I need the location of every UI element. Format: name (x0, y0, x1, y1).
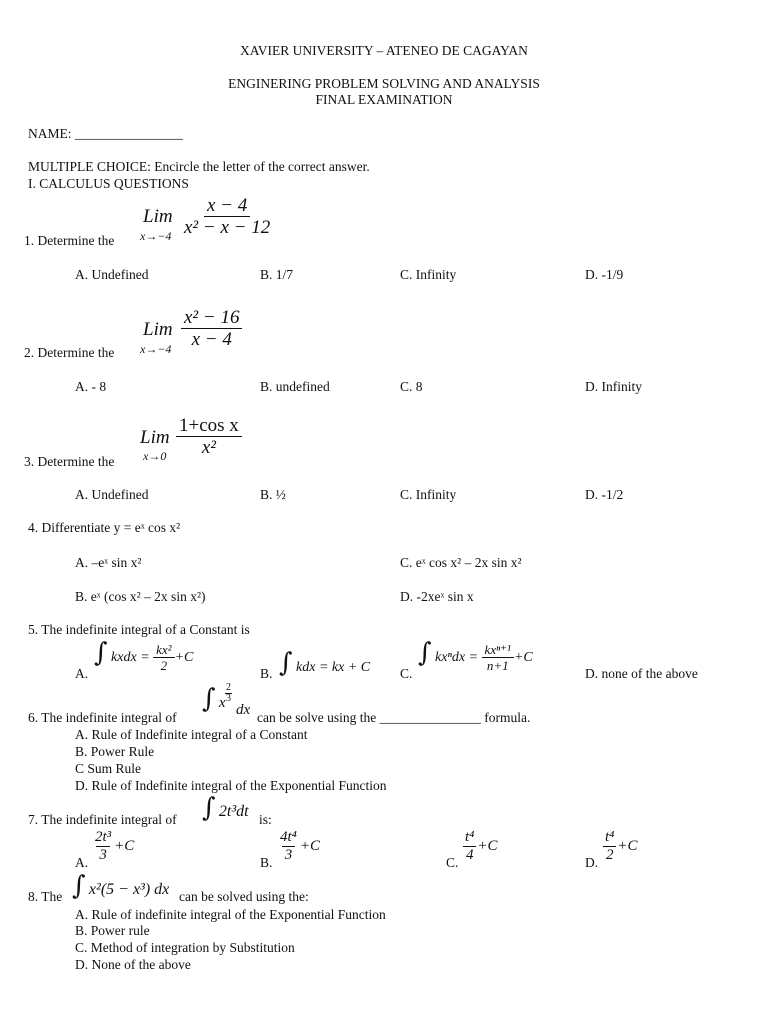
integral-icon: ∫ (94, 638, 108, 668)
q7-a-den: 3 (96, 846, 110, 863)
q5-letter-a[interactable]: A. (75, 666, 89, 681)
q4-stem: 4. Differentiate y = eˣ cos x² (28, 520, 181, 535)
q1-option-a[interactable]: A. Undefined (75, 267, 149, 282)
q4-option-a[interactable]: A. –eˣ sin x² (75, 555, 142, 570)
q5-option-b[interactable] (279, 650, 370, 676)
q7-option-a[interactable] (92, 830, 134, 863)
q7-d-den: 2 (603, 846, 617, 863)
q5-a-num: kx² (153, 643, 174, 658)
integral-icon: ∫ (418, 638, 432, 668)
q7-b-tail: +C (299, 837, 321, 854)
q5-letter-c[interactable]: C. (400, 666, 413, 681)
q7-letter-d[interactable]: D. (585, 855, 599, 870)
q5-a-tail: +C (174, 650, 194, 665)
q6-integral-expr (202, 686, 226, 712)
q5-a-expr: kxdx = (111, 650, 150, 665)
q6-exp-num: 2 (226, 682, 231, 693)
instructions: MULTIPLE CHOICE: Encircle the letter of the correct answer. (28, 159, 370, 174)
q3-lim: Lim (140, 427, 170, 448)
q2-option-c[interactable]: C. 8 (400, 379, 423, 394)
q6-stem-left: 6. The indefinite integral of (28, 710, 177, 725)
q7-letter-c[interactable]: C. (446, 855, 459, 870)
q3-option-c[interactable]: C. Infinity (400, 487, 457, 502)
q7-letter-b[interactable]: B. (260, 855, 273, 870)
q7-a-tail: +C (114, 837, 135, 854)
q5-c-den: n+1 (486, 658, 509, 674)
q8-option-b[interactable]: B. Power rule (75, 923, 150, 938)
q3-label: 3. Determine the (24, 454, 115, 469)
q1-option-c[interactable]: C. Infinity (400, 267, 457, 282)
q7-d-tail: +C (617, 837, 638, 854)
q5-c-expr: kxⁿdx = (435, 650, 479, 665)
q8-stem-left: 8. The (28, 889, 63, 904)
q6-option-a[interactable]: A. Rule of Indefinite integral of a Constant (75, 727, 308, 742)
integral-icon: ∫ (202, 793, 216, 823)
q2-fraction (181, 308, 242, 349)
q2-lim: Lim (143, 319, 173, 340)
q3-numerator: 1+cos x (176, 416, 242, 437)
q5-option-a[interactable] (94, 640, 193, 672)
q2-option-b[interactable]: B. undefined (260, 379, 330, 394)
q6-expr-base: x (218, 695, 226, 711)
q3-option-d[interactable]: D. -1/2 (585, 487, 624, 502)
q5-b-expr: kdx = kx + C (296, 660, 371, 675)
q7-option-c[interactable] (462, 830, 498, 863)
q5-c-num: kxⁿ⁺¹ (482, 643, 514, 658)
q1-lim-sub: x→−4 (140, 229, 172, 243)
q2-option-d[interactable]: D. Infinity (585, 379, 642, 394)
q5-letter-b[interactable]: B. (260, 666, 273, 681)
q7-option-d[interactable] (602, 830, 638, 863)
integral-icon: ∫ (202, 684, 216, 714)
q7-b-den: 3 (282, 846, 296, 863)
integral-icon: ∫ (279, 648, 293, 678)
q4-option-d[interactable]: D. -2xeˣ sin x (400, 589, 474, 604)
q1-option-d[interactable]: D. -1/9 (585, 267, 624, 282)
q2-denominator: x − 4 (191, 329, 232, 350)
q8-expr: x²(5 − x³) dx (88, 881, 170, 898)
q5-stem: 5. The indefinite integral of a Constant is (28, 622, 250, 637)
q7-stem-right: is: (259, 812, 272, 827)
q6-exp-den: 3 (226, 693, 231, 704)
q8-option-c[interactable]: C. Method of integration by Substitution (75, 940, 295, 955)
q1-lim: Lim (143, 206, 173, 227)
q1-label: 1. Determine the (24, 233, 115, 248)
q8-integral-expr (72, 873, 169, 899)
q6-option-c[interactable]: C Sum Rule (75, 761, 142, 776)
q5-option-c[interactable] (418, 640, 533, 672)
q3-fraction (176, 416, 242, 457)
name-field[interactable]: NAME: ________________ (28, 126, 183, 141)
q8-option-a[interactable]: A. Rule of indefinite integral of the Exponential Function (75, 907, 386, 922)
q7-c-den: 4 (463, 846, 477, 863)
q8-option-d[interactable]: D. None of the above (75, 957, 191, 972)
q3-option-a[interactable]: A. Undefined (75, 487, 149, 502)
exam-title: FINAL EXAMINATION (315, 92, 453, 107)
section-heading: I. CALCULUS QUESTIONS (28, 176, 189, 191)
q7-stem-left: 7. The indefinite integral of (28, 812, 177, 827)
q5-option-d[interactable]: D. none of the above (585, 666, 698, 681)
q6-option-d[interactable]: D. Rule of Indefinite integral of the Exponential Function (75, 778, 387, 793)
q3-denominator: x² (201, 437, 216, 458)
q6-dx: dx (236, 702, 251, 718)
q5-c-tail: +C (513, 650, 533, 665)
q7-letter-a[interactable]: A. (75, 855, 89, 870)
q2-option-a[interactable]: A. - 8 (75, 379, 107, 394)
q4-option-c[interactable]: C. eˣ cos x² – 2x sin x² (400, 555, 522, 570)
q3-option-b[interactable]: B. ½ (260, 487, 286, 502)
q8-stem-right: can be solved using the: (179, 889, 309, 904)
q7-expr: 2t³dt (218, 803, 249, 820)
q7-option-b[interactable] (277, 830, 320, 863)
q1-numerator: x − 4 (204, 196, 250, 217)
q6-option-b[interactable]: B. Power Rule (75, 744, 155, 759)
q7-c-num: t⁴ (465, 829, 475, 845)
q1-option-b[interactable]: B. 1/7 (260, 267, 294, 282)
q1-denominator: x² − x − 12 (184, 217, 271, 238)
university-title: XAVIER UNIVERSITY – ATENEO DE CAGAYAN (240, 43, 528, 58)
q4-option-b[interactable]: B. eˣ (cos x² – 2x sin x²) (75, 589, 206, 604)
q2-label: 2. Determine the (24, 345, 115, 360)
q5-a-den: 2 (160, 658, 168, 674)
q7-integral-expr (202, 795, 249, 821)
integral-icon: ∫ (72, 871, 86, 901)
q2-numerator: x² − 16 (181, 308, 242, 329)
q6-stem-right: can be solve using the _______________ formula. (257, 710, 531, 725)
q2-lim-sub: x→−4 (140, 342, 172, 356)
q7-b-num: 4t⁴ (280, 829, 297, 845)
q7-a-num: 2t³ (95, 829, 112, 845)
course-title: ENGINERING PROBLEM SOLVING AND ANALYSIS (228, 76, 540, 91)
q6-exponent (225, 683, 232, 704)
q7-d-num: t⁴ (605, 829, 615, 845)
q7-c-tail: +C (477, 837, 498, 854)
q1-fraction (181, 196, 273, 237)
q3-lim-sub: x→0 (143, 449, 167, 463)
